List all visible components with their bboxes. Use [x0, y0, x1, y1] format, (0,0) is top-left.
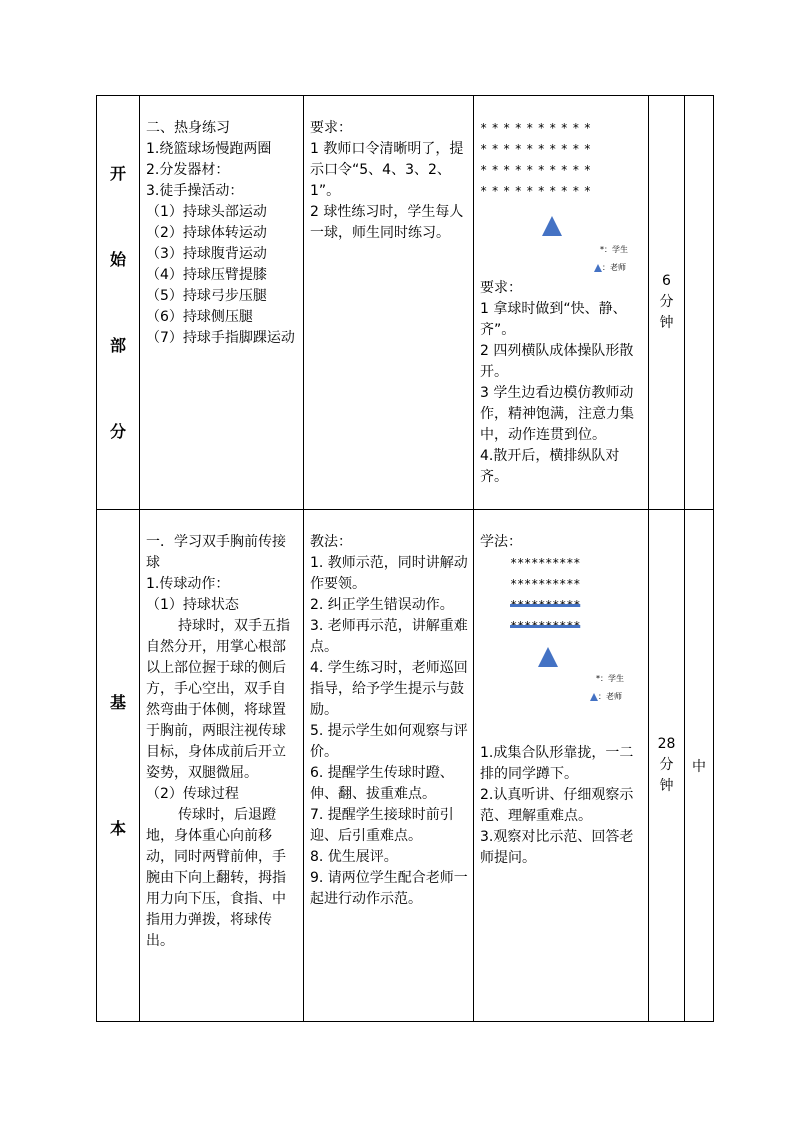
time-value: 28	[657, 736, 676, 752]
legend-student: *：学生	[596, 674, 624, 683]
section-char: 始	[109, 249, 126, 269]
student-formation-row: **********	[480, 163, 596, 177]
legend-teacher-label: ：老师	[602, 263, 626, 272]
content-line: 2.分发器材：	[146, 162, 230, 178]
student-formation-row: **********	[480, 142, 596, 156]
teacher-line: 9. 请两位学生配合老师一起进行动作示范。	[310, 870, 468, 907]
content-cell-basic	[140, 510, 304, 1022]
content-line: 3.徒手操活动：	[146, 183, 244, 199]
section-char: 开	[109, 163, 126, 183]
section-cell-start	[97, 96, 140, 510]
triangle-legend-icon	[594, 264, 602, 272]
time-cell-basic	[649, 510, 685, 1022]
teacher-cell-warmup	[304, 96, 474, 510]
legend-teacher	[594, 258, 644, 278]
student-formation-row: **********	[510, 577, 581, 591]
content-line: 一．学习双手胸前传接球	[146, 534, 286, 571]
content-line: 二、热身练习	[146, 120, 230, 136]
content-line: （5）持球弓步压腿	[146, 288, 267, 304]
time-value: 6	[662, 273, 671, 289]
student-note-line: 3.观察对比示范、回答老师提问。	[480, 829, 634, 866]
section-char: 基	[109, 692, 126, 712]
teacher-line: 8. 优生展评。	[310, 849, 398, 865]
content-line: （2）持球体转运动	[146, 225, 267, 241]
content-text	[140, 510, 303, 952]
student-formation-row-squatting: **********	[510, 598, 581, 612]
student-notes	[474, 707, 648, 869]
section-char: 分	[109, 421, 126, 441]
section-cell-basic	[97, 510, 140, 1022]
content-paragraph: 持球时，双手五指自然分开，用掌心根部以上部位握于球的侧后方，手心空出，双手自然弯曲于体侧，将球置于胸前，两眼注视传球目标，身体成前后开立姿势，双腿微屈。	[146, 618, 290, 781]
student-cell-warmup	[474, 96, 649, 510]
teacher-line: 5. 提示学生如何观察与评价。	[310, 723, 468, 760]
time-unit: 分	[659, 294, 674, 310]
content-line: （1）持球状态	[146, 597, 239, 613]
teacher-line: 教法：	[310, 534, 352, 550]
content-line: 1.绕篮球场慢跑两圈	[146, 141, 272, 157]
teacher-triangle-icon	[538, 647, 558, 667]
student-formation-row: **********	[510, 556, 581, 570]
teacher-cell-basic	[304, 510, 474, 1022]
student-title: 学法：	[480, 534, 522, 550]
content-line: （4）持球压臂提膝	[146, 267, 267, 283]
teacher-text	[304, 510, 473, 910]
formation-diagram	[474, 553, 648, 707]
time-unit: 钟	[659, 315, 674, 331]
legend-teacher	[590, 687, 648, 707]
student-formation-row: **********	[480, 184, 596, 198]
teacher-line: 2. 纠正学生错误动作。	[310, 597, 454, 613]
teacher-line: 7. 提醒学生接球时前引迎、后引重难点。	[310, 807, 454, 844]
student-note-line: 2 四列横队成体操队形散开。	[480, 343, 634, 380]
student-note-line: 1 拿球时做到“快、静、齐”。	[480, 301, 627, 338]
content-line: （7）持球手指脚踝运动	[146, 330, 295, 346]
content-line: 1.传球动作：	[146, 576, 230, 592]
student-note-line: 要求：	[480, 280, 522, 296]
formation-diagram	[474, 96, 648, 278]
content-line: （1）持球头部运动	[146, 204, 267, 220]
teacher-line: 2 球性练习时，学生每人一球，师生同时练习。	[310, 204, 464, 241]
teacher-line: 1 教师口令清晰明了，提示口令“5、4、3、2、1”。	[310, 141, 464, 199]
student-note-line: 4.散开后，横排纵队对齐。	[480, 448, 620, 485]
content-line: （2）传球过程	[146, 786, 239, 802]
legend-teacher-label: ：老师	[598, 692, 622, 701]
time-cell-warmup	[649, 96, 685, 510]
student-note-line: 2.认真听讲、仔细观察示范、理解重难点。	[480, 787, 634, 824]
content-line: （6）持球侧压腿	[146, 309, 253, 325]
student-formation-row: **********	[480, 121, 596, 135]
content-paragraph: 传球时，后退蹬地，身体重心向前移动，同时两臂前伸，手腕由下向上翻转，拇指用力向下压，食指、中指用力弹拨，将球传出。	[146, 807, 286, 949]
basic-row	[97, 510, 714, 1022]
time-unit: 分	[659, 757, 674, 773]
teacher-line: 6. 提醒学生传球时蹬、伸、翻、拔重难点。	[310, 765, 454, 802]
student-note-line: 3 学生边看边模仿教师动作，精神饱满，注意力集中，动作连贯到位。	[480, 385, 634, 443]
triangle-legend-icon	[590, 693, 598, 701]
teacher-triangle-icon	[542, 216, 562, 236]
content-cell-warmup	[140, 96, 304, 510]
teacher-text	[304, 96, 473, 244]
content-text	[140, 96, 303, 349]
student-formation-row-squatting: **********	[510, 619, 581, 633]
section-char: 本	[109, 818, 126, 838]
strength-cell-warmup	[685, 96, 714, 510]
teacher-line: 1. 教师示范，同时讲解动作要领。	[310, 555, 468, 592]
teacher-line: 3. 老师再示范，讲解重难点。	[310, 618, 468, 655]
teacher-line: 4. 学生练习时，老师巡回指导，给予学生提示与鼓励。	[310, 660, 468, 718]
student-note-line: 1.成集合队形靠拢，一二排的同学蹲下。	[480, 745, 634, 782]
student-notes	[474, 278, 648, 488]
strength-cell-basic: 中	[685, 510, 714, 1022]
warmup-row	[97, 96, 714, 510]
content-line: （3）持球腹背运动	[146, 246, 267, 262]
lesson-plan-table	[96, 95, 714, 1022]
student-cell-basic	[474, 510, 649, 1022]
time-unit: 钟	[659, 778, 674, 794]
legend-student: *：学生	[600, 245, 628, 254]
section-char: 部	[109, 335, 126, 355]
teacher-line: 要求：	[310, 120, 352, 136]
